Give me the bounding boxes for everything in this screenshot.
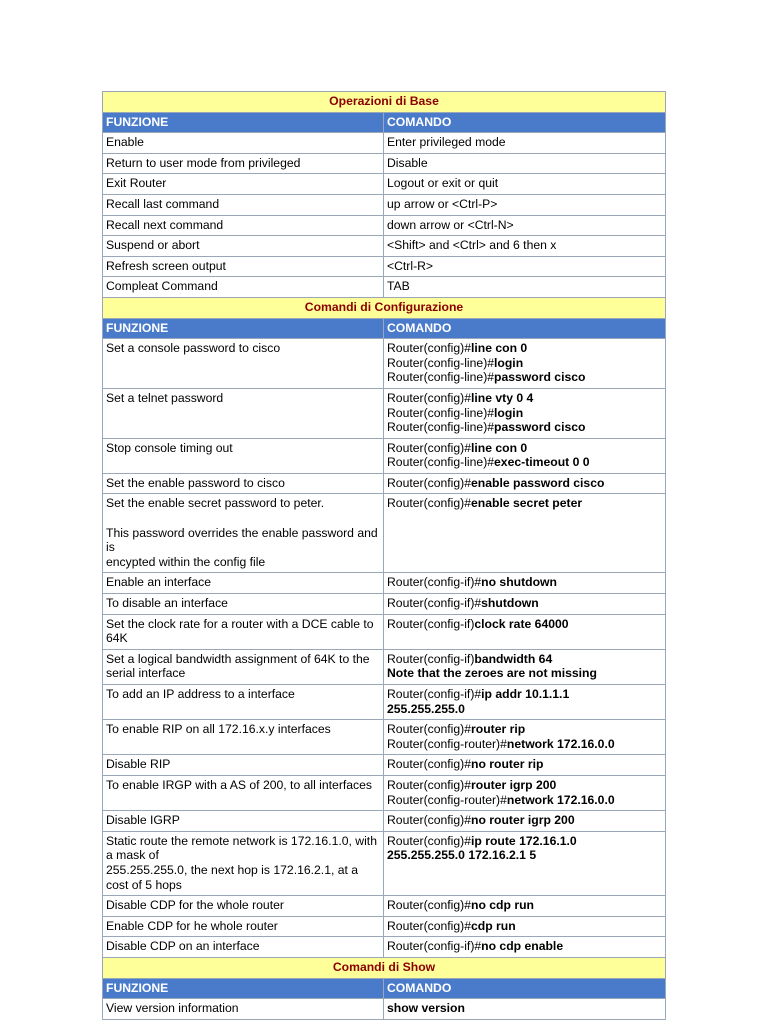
command-cell — [384, 153, 666, 174]
function-cell — [103, 256, 384, 277]
table-row — [103, 494, 666, 573]
command-line — [387, 1001, 662, 1016]
function-cell — [103, 755, 384, 776]
function-text: Recall last command — [106, 196, 220, 211]
function-text: Suspend or abort — [106, 238, 200, 253]
command-line — [387, 135, 662, 150]
function-text: To enable RIP on all 172.16.x.y interfaces — [106, 722, 331, 737]
command-keyword: Note that the zeroes are not missing — [387, 666, 597, 681]
table-row — [103, 194, 666, 215]
command-keyword: no router rip — [471, 757, 544, 772]
command-prompt: Router(config)# — [387, 390, 471, 405]
command-cell — [384, 388, 666, 438]
command-line — [387, 898, 662, 913]
command-line — [387, 279, 662, 294]
function-text: Disable IGRP — [106, 813, 180, 828]
function-cell — [103, 916, 384, 937]
command-line — [387, 939, 662, 954]
command-prompt: Router(config)# — [387, 757, 471, 772]
command-cell — [384, 614, 666, 649]
command-cell — [384, 775, 666, 810]
function-text: Set the clock rate for a router with a DCE cable to 64K — [106, 616, 374, 646]
column-header-comando: COMANDO — [384, 112, 666, 133]
command-keyword: cdp run — [471, 918, 516, 933]
command-keyword: password cisco — [494, 370, 586, 385]
command-line — [387, 666, 662, 681]
command-cell — [384, 133, 666, 154]
command-line — [387, 156, 662, 171]
table-row — [103, 573, 666, 594]
command-prompt: Router(config-line)# — [387, 355, 495, 370]
command-line — [387, 218, 662, 233]
function-cell — [103, 215, 384, 236]
function-cell — [103, 153, 384, 174]
function-cell — [103, 277, 384, 298]
column-header-comando: COMANDO — [384, 318, 666, 339]
command-cell — [384, 937, 666, 958]
command-keyword: exec-timeout 0 0 — [494, 455, 590, 470]
function-text: Set a console password to cisco — [106, 341, 281, 356]
function-cell — [103, 438, 384, 473]
command-line — [387, 575, 662, 590]
command-keyword: line con 0 — [471, 440, 528, 455]
column-header-funzione: FUNZIONE — [103, 112, 384, 133]
command-cell — [384, 720, 666, 755]
command-prompt: Router(config)# — [387, 722, 471, 737]
table-row — [103, 831, 666, 895]
function-cell — [103, 831, 384, 895]
command-keyword: shutdown — [481, 596, 539, 611]
command-line — [387, 496, 662, 511]
table-row — [103, 755, 666, 776]
table-row — [103, 215, 666, 236]
command-keyword: no router igrp 200 — [471, 813, 575, 828]
command-line — [387, 722, 662, 737]
function-cell — [103, 614, 384, 649]
function-text: encypted within the config file — [106, 554, 266, 569]
command-line — [387, 391, 662, 406]
command-cell — [384, 236, 666, 257]
table-row — [103, 256, 666, 277]
table-row — [103, 153, 666, 174]
section-title: Comandi di Show — [103, 957, 666, 978]
command-line — [387, 259, 662, 274]
function-text: To disable an interface — [106, 596, 228, 611]
function-text: 255.255.255.0, the next hop is 172.16.2.1, at a cost of 5 hops — [106, 862, 359, 892]
command-prompt: Router(config-line)# — [387, 455, 495, 470]
function-text: Disable CDP for the whole router — [106, 898, 284, 913]
command-keyword: 255.255.255.0 — [387, 701, 465, 716]
function-text: Exit Router — [106, 176, 167, 191]
command-line — [387, 793, 662, 808]
table-row — [103, 614, 666, 649]
command-line — [387, 596, 662, 611]
paragraph-gap — [106, 511, 380, 526]
command-keyword: enable secret peter — [471, 496, 583, 511]
command-prompt: up arrow or <Ctrl-P> — [387, 196, 498, 211]
function-cell — [103, 494, 384, 573]
command-cell — [384, 573, 666, 594]
command-line — [387, 737, 662, 752]
function-text: Enable an interface — [106, 575, 212, 590]
command-cell — [384, 916, 666, 937]
command-keyword: no cdp run — [471, 898, 534, 913]
function-text: To enable IRGP with a AS of 200, to all interfaces — [106, 777, 373, 792]
command-line — [387, 406, 662, 421]
command-prompt: TAB — [387, 279, 410, 294]
section-title-row — [103, 957, 666, 978]
command-prompt: Router(config-if)# — [387, 596, 482, 611]
command-line — [387, 702, 662, 717]
command-line — [387, 778, 662, 793]
section-title-row — [103, 92, 666, 113]
command-line — [387, 757, 662, 772]
function-cell — [103, 236, 384, 257]
commands-table-body — [103, 92, 666, 1020]
column-header-row — [103, 318, 666, 339]
command-keyword: line vty 0 4 — [471, 390, 534, 405]
command-cell — [384, 649, 666, 684]
table-row — [103, 999, 666, 1020]
command-keyword: router igrp 200 — [471, 777, 557, 792]
command-keyword: enable password cisco — [471, 475, 605, 490]
function-cell — [103, 339, 384, 389]
command-prompt: Router(config-line)# — [387, 405, 495, 420]
function-text: Disable CDP on an interface — [106, 939, 260, 954]
function-text: Return to user mode from privileged — [106, 155, 301, 170]
command-line — [387, 617, 662, 632]
command-prompt: Router(config-line)# — [387, 420, 495, 435]
command-line — [387, 687, 662, 702]
column-header-row — [103, 978, 666, 999]
function-cell — [103, 720, 384, 755]
function-text: To add an IP address to a interface — [106, 687, 295, 701]
function-cell — [103, 649, 384, 684]
function-text: Disable RIP — [106, 757, 171, 772]
command-line — [387, 441, 662, 456]
column-header-comando: COMANDO — [384, 978, 666, 999]
column-header-funzione: FUNZIONE — [103, 978, 384, 999]
column-header-funzione: FUNZIONE — [103, 318, 384, 339]
command-line — [387, 652, 662, 667]
command-prompt: Router(config)# — [387, 440, 471, 455]
function-text: Static route the remote network is 172.16.1.0, with a mask of — [106, 833, 377, 863]
command-cell — [384, 277, 666, 298]
command-line — [387, 176, 662, 191]
command-prompt: <Ctrl-R> — [387, 258, 434, 273]
function-cell — [103, 573, 384, 594]
command-line — [387, 476, 662, 491]
command-line — [387, 455, 662, 470]
command-cell — [384, 896, 666, 917]
command-cell — [384, 215, 666, 236]
section-title-row — [103, 297, 666, 318]
command-cell — [384, 174, 666, 195]
table-row — [103, 811, 666, 832]
command-cell — [384, 438, 666, 473]
table-row — [103, 277, 666, 298]
command-line — [387, 370, 662, 385]
command-keyword: ip route 172.16.1.0 — [471, 833, 577, 848]
table-row — [103, 937, 666, 958]
table-row — [103, 896, 666, 917]
table-row — [103, 174, 666, 195]
command-line — [387, 356, 662, 371]
command-prompt: Router(config)# — [387, 496, 471, 511]
command-prompt: Logout or exit or quit — [387, 176, 499, 191]
table-row — [103, 339, 666, 389]
table-row — [103, 649, 666, 684]
command-line — [387, 197, 662, 212]
command-prompt: Router(config-if)# — [387, 939, 482, 954]
function-cell — [103, 685, 384, 720]
command-keyword: line con 0 — [471, 341, 528, 356]
command-cell — [384, 831, 666, 895]
function-text: Recall next command — [106, 217, 224, 232]
function-text: Set a logical bandwidth assignment of 64K to the serial interface — [106, 651, 370, 681]
section-title: Operazioni di Base — [103, 92, 666, 113]
command-cell — [384, 594, 666, 615]
command-line — [387, 238, 662, 253]
command-keyword: ip addr 10.1.1.1 — [481, 687, 570, 701]
command-line — [387, 834, 662, 849]
command-keyword: show version — [387, 1001, 465, 1016]
command-cell — [384, 811, 666, 832]
command-keyword: router rip — [471, 722, 526, 737]
command-prompt: Router(config-if)# — [387, 575, 482, 590]
function-cell — [103, 775, 384, 810]
command-keyword: login — [494, 405, 524, 420]
command-prompt: Router(config)# — [387, 833, 471, 848]
command-keyword: 255.255.255.0 172.16.2.1 5 — [387, 848, 537, 863]
function-text: Refresh screen output — [106, 258, 226, 273]
command-prompt: Disable — [387, 155, 428, 170]
function-cell — [103, 896, 384, 917]
table-row — [103, 438, 666, 473]
command-cell — [384, 494, 666, 573]
command-prompt: Enter privileged mode — [387, 135, 506, 150]
command-cell — [384, 256, 666, 277]
command-prompt: Router(config)# — [387, 898, 471, 913]
command-keyword: no shutdown — [481, 575, 557, 590]
command-cell — [384, 755, 666, 776]
function-cell — [103, 174, 384, 195]
table-row — [103, 236, 666, 257]
function-cell — [103, 937, 384, 958]
command-keyword: network 172.16.0.0 — [506, 792, 615, 807]
command-prompt: <Shift> and <Ctrl> and 6 then x — [387, 238, 557, 253]
command-line — [387, 848, 662, 863]
table-row — [103, 594, 666, 615]
command-line — [387, 341, 662, 356]
command-prompt: Router(config)# — [387, 341, 471, 356]
command-prompt: Router(config-router)# — [387, 736, 507, 751]
table-row — [103, 473, 666, 494]
command-line — [387, 813, 662, 828]
function-text: This password overrides the enable password and is — [106, 525, 378, 555]
function-cell — [103, 133, 384, 154]
table-row — [103, 133, 666, 154]
table-row — [103, 685, 666, 720]
function-text: Stop console timing out — [106, 440, 233, 455]
command-cell — [384, 685, 666, 720]
command-prompt: Router(config)# — [387, 918, 471, 933]
function-text: Set the enable secret password to peter. — [106, 496, 325, 511]
table-row — [103, 720, 666, 755]
function-cell — [103, 999, 384, 1020]
table-row — [103, 775, 666, 810]
command-keyword: no cdp enable — [481, 939, 564, 954]
function-cell — [103, 594, 384, 615]
command-prompt: Router(config)# — [387, 777, 471, 792]
command-cell — [384, 473, 666, 494]
command-cell — [384, 339, 666, 389]
column-header-row — [103, 112, 666, 133]
function-text: View version information — [106, 1001, 239, 1016]
command-cell — [384, 194, 666, 215]
command-line — [387, 919, 662, 934]
table-row — [103, 916, 666, 937]
command-prompt: Router(config-if) — [387, 651, 475, 666]
command-keyword: bandwidth 64 — [474, 651, 553, 666]
command-prompt: down arrow or <Ctrl-N> — [387, 217, 514, 232]
command-prompt: Router(config-if) — [387, 616, 475, 631]
command-cell — [384, 999, 666, 1020]
command-prompt: Router(config-line)# — [387, 370, 495, 385]
function-text: Enable CDP for he whole router — [106, 918, 278, 933]
function-cell — [103, 811, 384, 832]
command-prompt: Router(config-router)# — [387, 792, 507, 807]
function-text: Enable — [106, 135, 144, 150]
function-cell — [103, 473, 384, 494]
command-keyword: network 172.16.0.0 — [506, 736, 615, 751]
function-cell — [103, 388, 384, 438]
command-prompt: Router(config-if)# — [387, 687, 482, 701]
command-prompt: Router(config)# — [387, 813, 471, 828]
command-keyword: clock rate 64000 — [474, 616, 569, 631]
function-text: Compleat Command — [106, 279, 218, 294]
commands-table — [102, 91, 666, 1020]
function-text: Set the enable password to cisco — [106, 475, 285, 490]
command-keyword: password cisco — [494, 420, 586, 435]
table-row — [103, 388, 666, 438]
command-keyword: login — [494, 355, 524, 370]
command-line — [387, 420, 662, 435]
function-cell — [103, 194, 384, 215]
function-text: Set a telnet password — [106, 390, 224, 405]
section-title: Comandi di Configurazione — [103, 297, 666, 318]
command-prompt: Router(config)# — [387, 475, 471, 490]
